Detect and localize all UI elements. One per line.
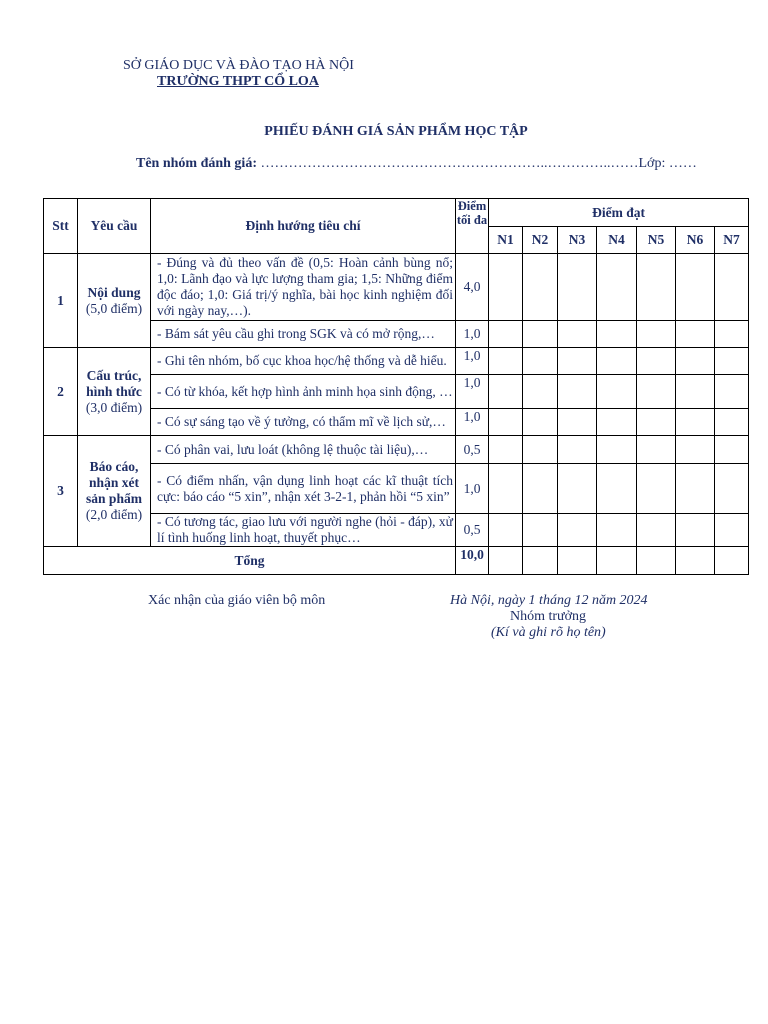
score-cell[interactable] (715, 436, 749, 464)
score-cell[interactable] (676, 464, 715, 514)
score-cell[interactable] (637, 375, 676, 409)
header-group: N5 (637, 227, 676, 254)
section-name: Nội dung (87, 284, 141, 300)
criterion-text: - Đúng và đủ theo vấn đề (0,5: Hoàn cảnh bùng nổ; 1,0: Lãnh đạo và lực lượng tham gia; 1,5: Những điểm độc đáo; 1,0: Giá trị/ý nghĩa, bài học kinh nghiệm đối với ngày nay,…). (151, 254, 456, 321)
header-criteria: Định hướng tiêu chí (151, 199, 456, 254)
total-score-cell[interactable] (637, 547, 676, 575)
header-max-score: Điểm tối đa (456, 199, 489, 254)
section-requirement (78, 254, 151, 348)
total-score-cell[interactable] (597, 547, 637, 575)
group-leader: Nhóm trưởng (510, 609, 587, 624)
header-group: N4 (597, 227, 637, 254)
score-cell[interactable] (489, 464, 523, 514)
total-score-cell[interactable] (715, 547, 749, 575)
total-value: 10,0 (456, 547, 489, 575)
header-group: N2 (523, 227, 558, 254)
header-group: N7 (715, 227, 749, 254)
score-cell[interactable] (597, 464, 637, 514)
score-cell[interactable] (676, 254, 715, 321)
score-cell[interactable] (558, 436, 597, 464)
score-cell[interactable] (558, 409, 597, 436)
score-cell[interactable] (676, 321, 715, 348)
score-cell[interactable] (597, 375, 637, 409)
score-cell[interactable] (558, 375, 597, 409)
score-cell[interactable] (676, 375, 715, 409)
score-cell[interactable] (676, 436, 715, 464)
section-stt: 1 (44, 254, 78, 348)
score-cell[interactable] (597, 254, 637, 321)
department-name: SỞ GIÁO DỤC VÀ ĐÀO TẠO HÀ NỘI (123, 58, 354, 73)
score-cell[interactable] (489, 409, 523, 436)
score-cell[interactable] (597, 409, 637, 436)
group-name-line (136, 156, 697, 172)
criterion-text: - Có phân vai, lưu loát (không lệ thuộc tài liệu),… (151, 436, 456, 464)
signature-note: (Kí và ghi rõ họ tên) (491, 625, 606, 640)
score-cell[interactable] (715, 409, 749, 436)
criterion-text: - Có điểm nhấn, vận dụng linh hoạt các kĩ thuật tích cực: báo cáo “5 xin”, nhận xét 3-2-1, phản hồi “5 xin” (151, 464, 456, 514)
total-score-cell[interactable] (489, 547, 523, 575)
header-stt: Stt (44, 199, 78, 254)
header-requirement: Yêu cầu (78, 199, 151, 254)
section-points: (5,0 điểm) (85, 300, 143, 316)
section-requirement (78, 436, 151, 547)
header-score-achieved: Điểm đạt (489, 199, 749, 227)
score-cell[interactable] (715, 348, 749, 375)
score-cell[interactable] (597, 514, 637, 547)
section-name: Báo cáo, nhận xét sản phẩm (86, 459, 142, 506)
max-score: 4,0 (456, 254, 489, 321)
criterion-text: - Có từ khóa, kết hợp hình ảnh minh họa sinh động, … (151, 375, 456, 409)
score-cell[interactable] (715, 375, 749, 409)
score-cell[interactable] (489, 321, 523, 348)
score-cell[interactable] (523, 514, 558, 547)
score-cell[interactable] (558, 321, 597, 348)
criterion-text: - Có tương tác, giao lưu với người nghe (hỏi - đáp), xử lí tình huống linh hoạt, thuyết phục… (151, 514, 456, 547)
total-score-cell[interactable] (523, 547, 558, 575)
max-score: 1,0 (456, 464, 489, 514)
score-cell[interactable] (597, 321, 637, 348)
document-title: PHIẾU ĐÁNH GIÁ SẢN PHẨM HỌC TẬP (264, 124, 528, 139)
score-cell[interactable] (637, 409, 676, 436)
score-cell[interactable] (558, 514, 597, 547)
max-score: 1,0 (456, 409, 489, 436)
max-score: 1,0 (456, 375, 489, 409)
max-score: 0,5 (456, 436, 489, 464)
score-cell[interactable] (523, 348, 558, 375)
section-requirement (78, 348, 151, 436)
group-name-label: Tên nhóm đánh giá: (136, 156, 257, 171)
score-cell[interactable] (558, 464, 597, 514)
max-score: 0,5 (456, 514, 489, 547)
header-group: N1 (489, 227, 523, 254)
max-score: 1,0 (456, 321, 489, 348)
score-cell[interactable] (676, 514, 715, 547)
total-label: Tổng (44, 547, 456, 575)
group-name-dots: ……………………………………………………..…………..……Lớp: …… (256, 156, 697, 171)
header-group: N6 (676, 227, 715, 254)
score-cell[interactable] (597, 436, 637, 464)
place-date: Hà Nội, ngày 1 tháng 12 năm 2024 (450, 593, 648, 608)
score-cell[interactable] (715, 464, 749, 514)
score-cell[interactable] (489, 348, 523, 375)
score-cell[interactable] (597, 348, 637, 375)
score-cell[interactable] (489, 436, 523, 464)
total-score-cell[interactable] (676, 547, 715, 575)
score-cell[interactable] (523, 254, 558, 321)
score-cell[interactable] (715, 321, 749, 348)
section-points: (2,0 điểm) (85, 507, 143, 522)
score-cell[interactable] (523, 464, 558, 514)
score-cell[interactable] (715, 254, 749, 321)
evaluation-table (43, 198, 749, 575)
score-cell[interactable] (523, 436, 558, 464)
score-cell[interactable] (676, 348, 715, 375)
max-score: 1,0 (456, 348, 489, 375)
teacher-confirmation: Xác nhận của giáo viên bộ môn (148, 593, 326, 608)
score-cell[interactable] (676, 409, 715, 436)
score-cell[interactable] (489, 514, 523, 547)
score-cell[interactable] (637, 348, 676, 375)
score-cell[interactable] (715, 514, 749, 547)
score-cell[interactable] (558, 254, 597, 321)
score-cell[interactable] (489, 254, 523, 321)
score-cell[interactable] (637, 254, 676, 321)
section-stt: 2 (44, 348, 78, 436)
criterion-text: - Bám sát yêu cầu ghi trong SGK và có mở rộng,… (151, 321, 456, 348)
score-cell[interactable] (637, 436, 676, 464)
score-cell[interactable] (637, 514, 676, 547)
score-cell[interactable] (558, 348, 597, 375)
school-name: TRƯỜNG THPT CỔ LOA (157, 74, 319, 89)
criterion-text: - Có sự sáng tạo về ý tưởng, có thẩm mĩ về lịch sử,… (151, 409, 456, 436)
score-cell[interactable] (523, 321, 558, 348)
score-cell[interactable] (489, 375, 523, 409)
total-score-cell[interactable] (558, 547, 597, 575)
score-cell[interactable] (523, 375, 558, 409)
score-cell[interactable] (523, 409, 558, 436)
section-points: (3,0 điểm) (85, 399, 143, 415)
section-stt: 3 (44, 436, 78, 547)
score-cell[interactable] (637, 321, 676, 348)
score-cell[interactable] (637, 464, 676, 514)
criterion-text: - Ghi tên nhóm, bố cục khoa học/hệ thống và dễ hiểu. (151, 348, 456, 375)
section-name: Cấu trúc, hình thức (86, 367, 142, 399)
header-group: N3 (558, 227, 597, 254)
